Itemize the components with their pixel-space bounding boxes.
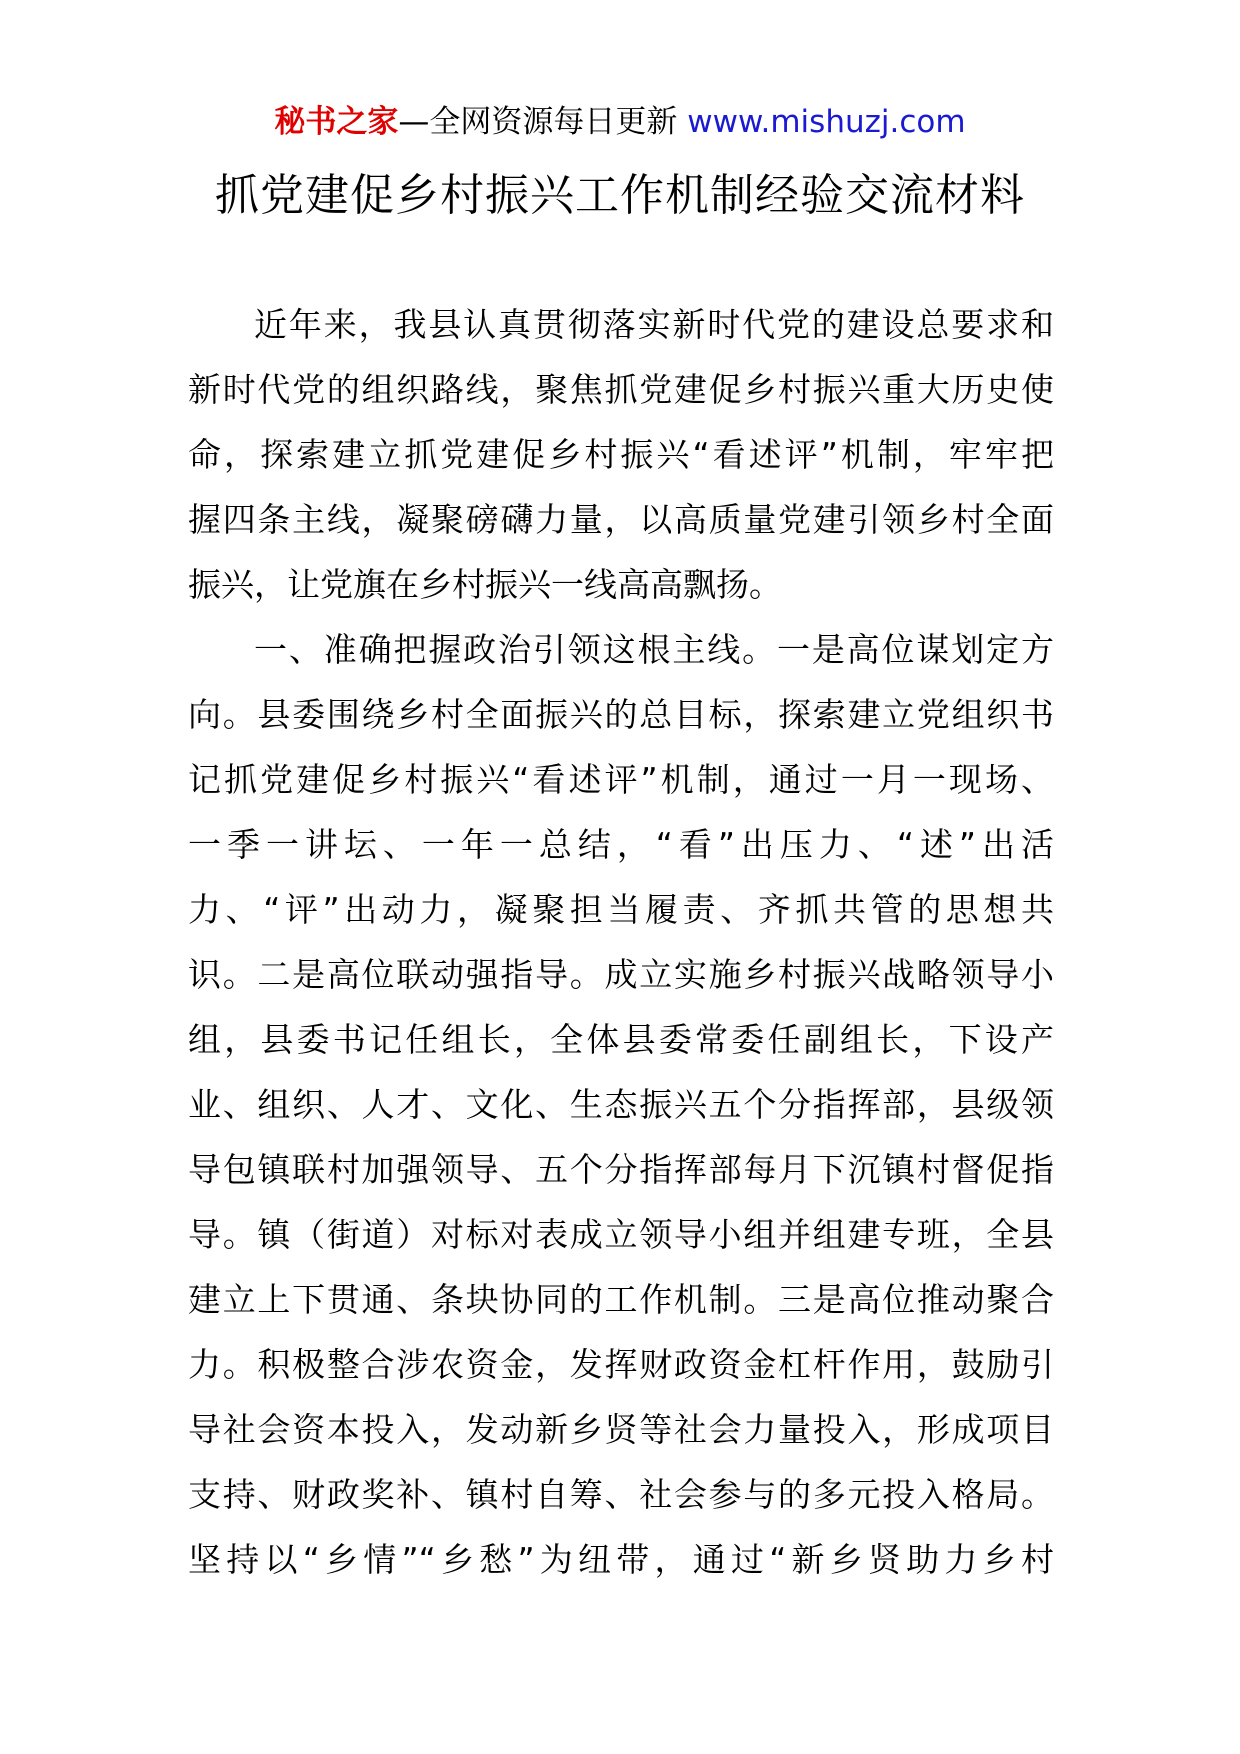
site-banner xyxy=(0,102,1240,142)
site-url-link[interactable]: www.mishuzj.com xyxy=(687,104,966,140)
paragraph-line: 振兴，让党旗在乡村振兴一线高高飘扬。 xyxy=(188,565,782,604)
paragraph-line: 新时代党的组织路线，聚焦抓党建促乡村振兴重大历史使 xyxy=(188,370,1054,409)
paragraph-line: 组，县委书记任组长，全体县委常委任副组长，下设产 xyxy=(188,1020,1054,1059)
paragraph-line: 力、“评”出动力，凝聚担当履责、齐抓共管的思想共 xyxy=(188,890,1054,929)
paragraph-line: 建立上下贯通、条块协同的工作机制。三是高位推动聚合 xyxy=(188,1280,1054,1319)
paragraph-line: 力。积极整合涉农资金，发挥财政资金杠杆作用，鼓励引 xyxy=(188,1345,1054,1384)
paragraph-line: 命，探索建立抓党建促乡村振兴“看述评”机制，牢牢把 xyxy=(188,435,1054,474)
paragraph-line: 导社会资本投入，发动新乡贤等社会力量投入，形成项目 xyxy=(188,1410,1054,1449)
paragraph-line: 导。镇（街道）对标对表成立领导小组并组建专班，全县 xyxy=(188,1215,1054,1254)
paragraph-line: 握四条主线，凝聚磅礴力量，以高质量党建引领乡村全面 xyxy=(188,500,1054,539)
paragraph-line: 近年来，我县认真贯彻落实新时代党的建设总要求和 xyxy=(254,305,1054,344)
banner-tagline: —全网资源每日更新 xyxy=(398,104,678,140)
document-title: 抓党建促乡村振兴工作机制经验交流材料 xyxy=(215,170,1025,221)
document-body xyxy=(188,292,1054,1592)
paragraph-line: 支持、财政奖补、镇村自筹、社会参与的多元投入格局。 xyxy=(188,1475,1054,1514)
paragraph-line: 一、准确把握政治引领这根主线。一是高位谋划定方 xyxy=(254,630,1054,669)
paragraph-line: 识。二是高位联动强指导。成立实施乡村振兴战略领导小 xyxy=(188,955,1054,994)
paragraph-line: 一季一讲坛、一年一总结，“看”出压力、“述”出活 xyxy=(188,825,1054,864)
paragraph-line: 导包镇联村加强领导、五个分指挥部每月下沉镇村督促指 xyxy=(188,1150,1054,1189)
paragraph-line: 向。县委围绕乡村全面振兴的总目标，探索建立党组织书 xyxy=(188,695,1054,734)
paragraph-line: 坚持以“乡情”“乡愁”为纽带，通过“新乡贤助力乡村 xyxy=(188,1540,1054,1579)
paragraph-line: 业、组织、人才、文化、生态振兴五个分指挥部，县级领 xyxy=(188,1085,1054,1124)
paragraph-line: 记抓党建促乡村振兴“看述评”机制，通过一月一现场、 xyxy=(188,760,1054,799)
brand-name: 秘书之家 xyxy=(274,104,399,140)
